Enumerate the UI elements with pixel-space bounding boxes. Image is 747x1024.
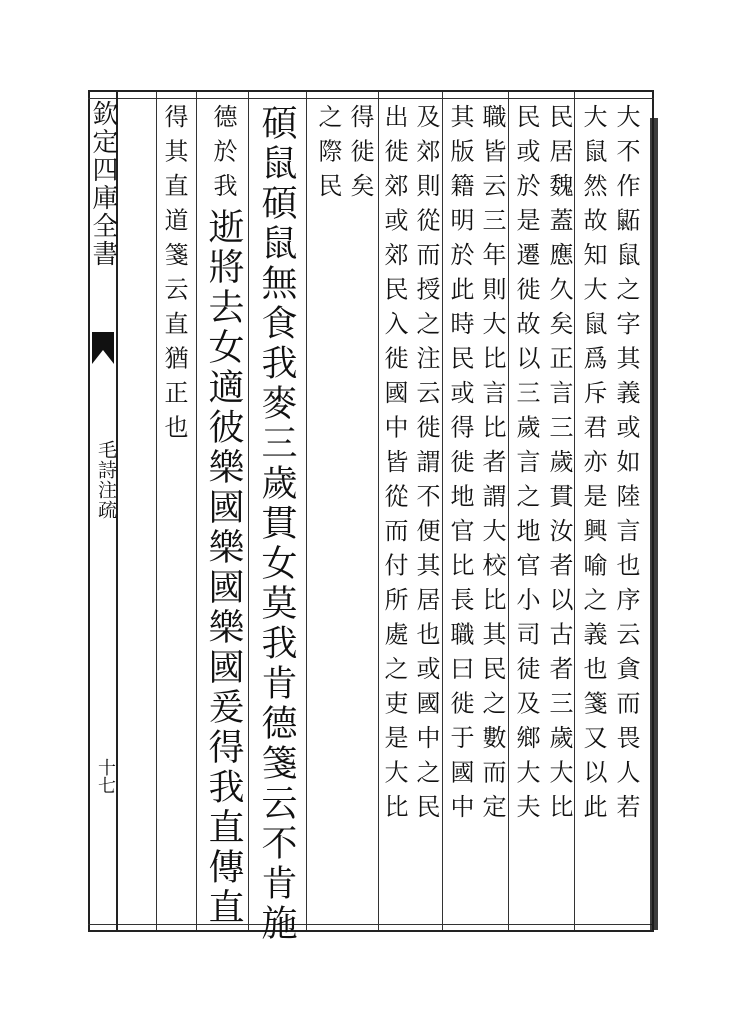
fishtail-mark-icon xyxy=(90,330,116,366)
commentary-column: 大鼠然故知大鼠爲斥君亦是興喻之義也箋又以此 xyxy=(579,104,607,829)
column-rule xyxy=(378,92,379,930)
verse-column: 碩鼠碩鼠無食我麥三歲貫女莫我肯德箋云不肯施 xyxy=(256,104,297,944)
column-rule xyxy=(306,92,307,930)
commentary-column-short: 之際民 xyxy=(314,104,342,208)
column-rule xyxy=(196,92,197,930)
verse-segment: 逝將去女適彼樂國樂國樂國爰得我直傳直 xyxy=(203,207,244,928)
commentary-column: 職皆云三年則大比言比者謂大校比其民之數而定 xyxy=(478,104,506,829)
commentary-column: 得其直道箋云直猶正也 xyxy=(160,104,188,449)
column-rule xyxy=(442,92,443,930)
book-title: 毛詩注疏 xyxy=(95,440,117,520)
commentary-column: 及郊則從而授之注云徙謂不便其居也或國中之民 xyxy=(412,104,440,829)
commentary-column: 其版籍明於此時民或得徙地官比長職曰徙于國中 xyxy=(446,104,474,829)
commentary-column: 出徙郊或郊民入徙國中皆從而付所處之吏是大比 xyxy=(380,104,408,829)
commentary-column: 民或於是遷徙故以三歲言之地官小司徒及鄉大夫 xyxy=(512,104,540,829)
page-number: 十七 xyxy=(95,758,116,794)
commentary-column-short: 得徙矣 xyxy=(346,104,374,208)
bottom-rule xyxy=(88,924,654,925)
column-rule xyxy=(574,92,575,930)
mixed-column xyxy=(201,104,245,928)
column-rule xyxy=(248,92,249,930)
top-rule xyxy=(88,98,654,99)
commentary-column: 大不作鼫鼠之字其義或如陸言也序云貪而畏人若 xyxy=(612,104,640,829)
commentary-segment: 德於我 xyxy=(209,104,237,208)
collection-title: 欽定四庫全書 xyxy=(88,100,118,268)
column-rule xyxy=(508,92,509,930)
commentary-column: 民居魏蓋應久矣正言三歲貫汝者以古者三歲大比 xyxy=(545,104,573,829)
column-rule xyxy=(156,92,157,930)
binding-shadow xyxy=(650,118,658,930)
